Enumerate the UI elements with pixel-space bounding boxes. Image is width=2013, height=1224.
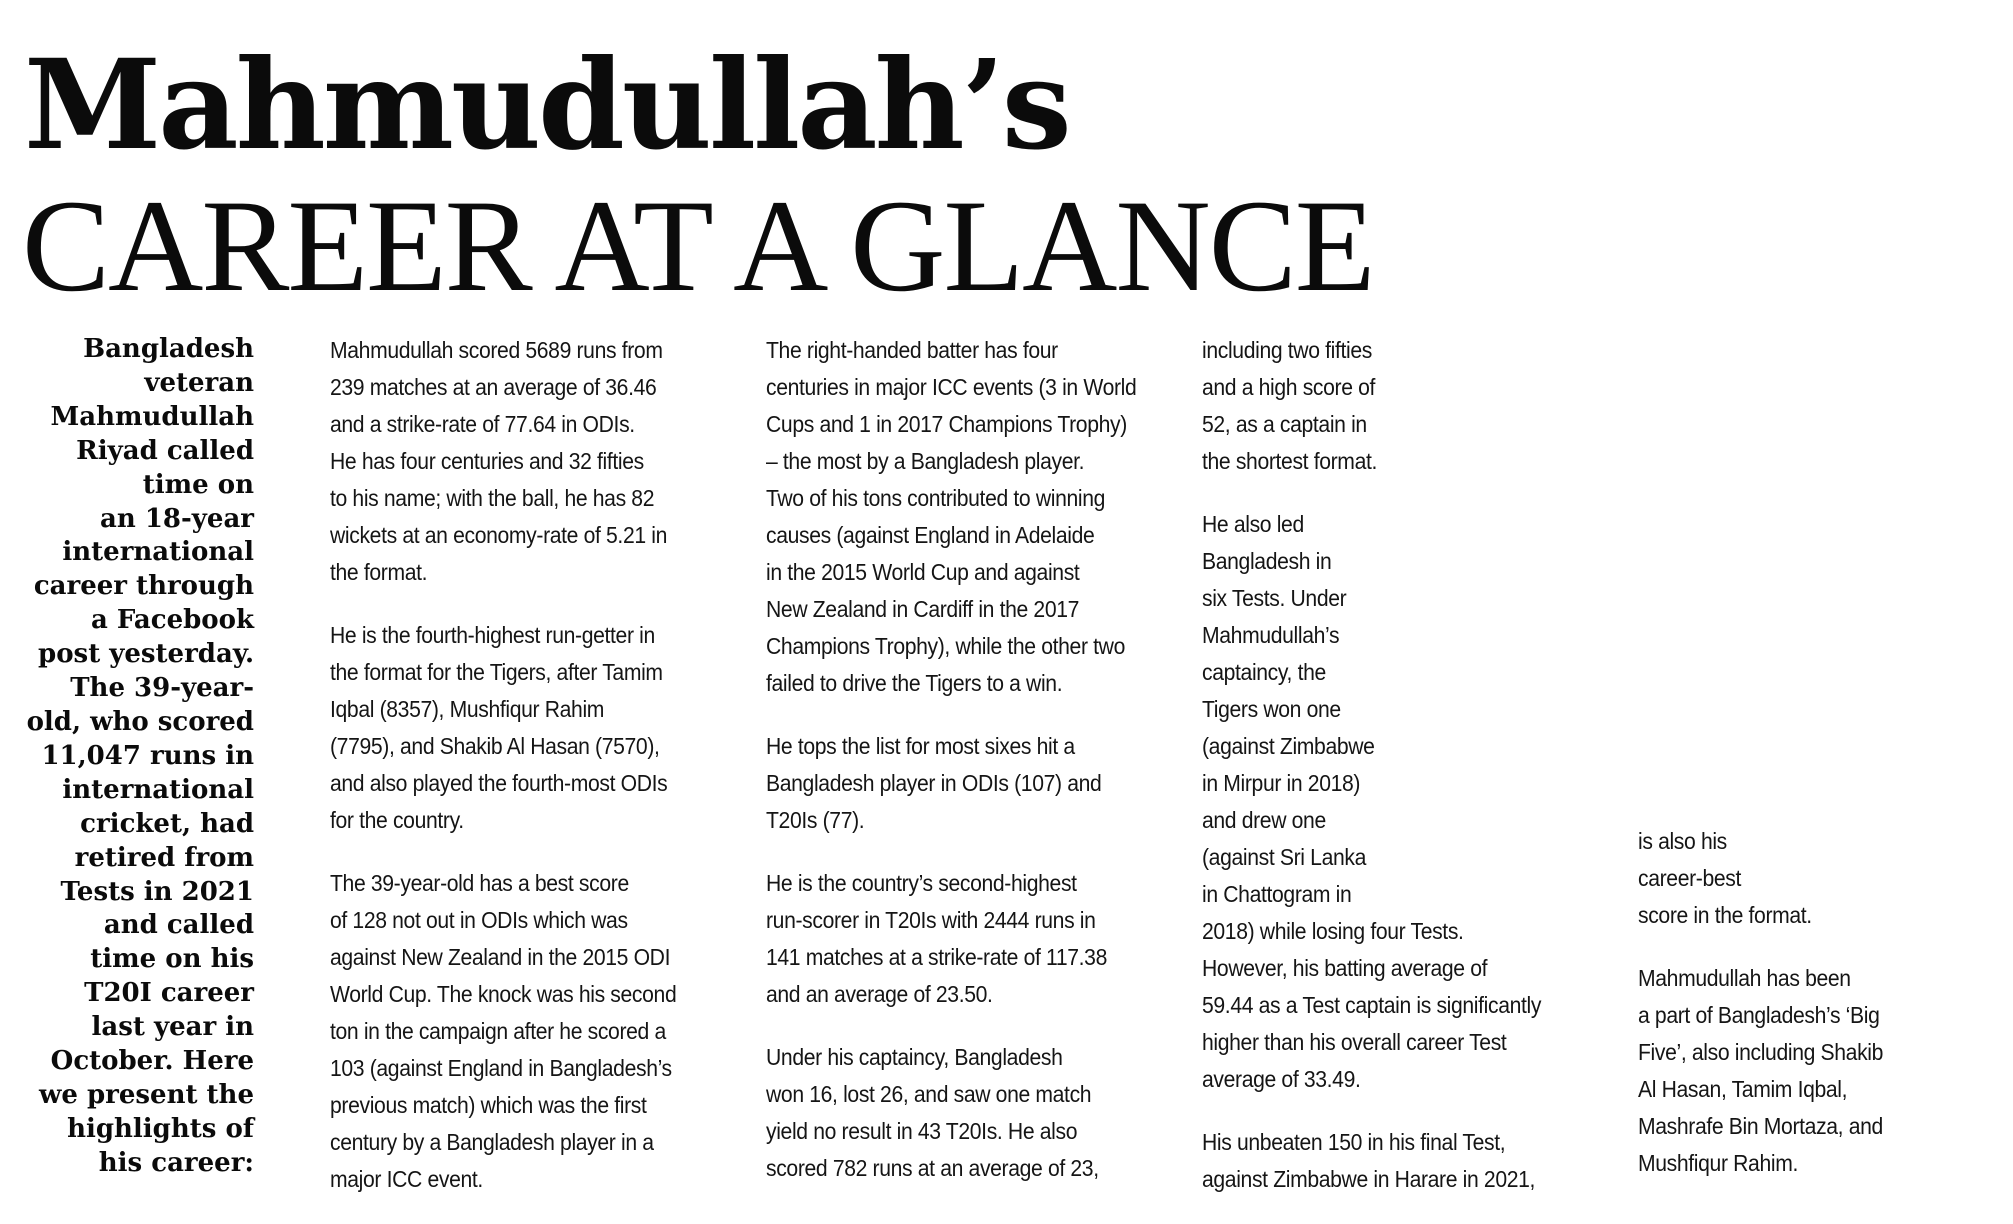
- intro-standfirst: Bangladesh veteran Mahmudullah Riyad called time on an 18-year international career through a Facebook post yesterday. The 39-year- old, who scored 11,047 runs in international cricket, had retired from Tests in 2021 and called time on his T20I career last year in October. Here we present the highlights of his career:: [26, 334, 254, 1178]
- paragraph: He is the fourth-highest run-getter in the format for the Tigers, after Tamim Iqbal (8357), Mushfiqur Rahim (7795), and Shakib Al Hasan (7570), and also played the fourth-most ODIs for the country.: [330, 622, 668, 833]
- headline-subtitle: CAREER AT A GLANCE: [22, 172, 1374, 319]
- article-column-4: [1638, 823, 1980, 1208]
- paragraph: He tops the list for most sixes hit a Bangladesh player in ODIs (107) and T20Is (77).: [766, 733, 1102, 833]
- paragraph: The right-handed batter has four centuries in major ICC events (3 in World Cups and 1 in 2017 Champions Trophy) – the most by a Bangladesh player. Two of his tons contributed to winning causes (against England in Adelaide in the 2015 World Cup and against New Zealand in Cardiff in the 2017 Champions Trophy), while the other two failed to drive the Tigers to a win.: [766, 337, 1137, 696]
- paragraph: including two fifties and a high score of 52, as a captain in the shortest format.: [1202, 337, 1378, 474]
- paragraph: Mahmudullah has been a part of Bangladesh’s ‘Big Five’, also including Shakib Al Hasan, Tamim Iqbal, Mashrafe Bin Mortaza, and Mushfiqur Rahim.: [1638, 965, 1884, 1176]
- headline-title: Mahmudullah’s: [24, 33, 1069, 178]
- paragraph: His unbeaten 150 in his final Test, against Zimbabwe in Harare in 2021,: [1202, 1129, 1536, 1192]
- paragraph: Mahmudullah scored 5689 runs from 239 matches at an average of 36.46 and a strike-rate of 77.64 in ODIs. He has four centuries and 32 fifties to his name; with the ball, he has 82 wickets at an economy-rate of 5.21 in the format.: [330, 337, 668, 585]
- article-column-2: [766, 332, 1198, 1213]
- paragraph: is also his career-best score in the format.: [1638, 828, 1812, 928]
- paragraph: The 39-year-old has a best score of 128 not out in ODIs which was against New Zealand in the 2015 ODI World Cup. The knock was his second ton in the campaign after he scored a 103 (against England in Bangladesh’s previous match) which was the first century by a Bangladesh player in a major ICC event.: [330, 870, 677, 1192]
- article-column-3: [1202, 332, 1598, 1224]
- article-column-1: [330, 332, 762, 1224]
- paragraph: He also led Bangladesh in six Tests. Under Mahmudullah’s captaincy, the Tigers won one (against Zimbabwe in Mirpur in 2018) and drew one (against Sri Lanka in Chattogram in 2018) while losing four Tests. However, his batting average of 59.44 as a Test captain is significantly higher than his overall career Test average of 33.49.: [1202, 511, 1542, 1092]
- paragraph: Under his captaincy, Bangladesh won 16, lost 26, and saw one match yield no result in 43 T20Is. He also scored 782 runs at an average of 23,: [766, 1044, 1099, 1181]
- paragraph: He is the country’s second-highest run-scorer in T20Is with 2444 runs in 141 matches at a strike-rate of 117.38 and an average of 23.50.: [766, 870, 1107, 1007]
